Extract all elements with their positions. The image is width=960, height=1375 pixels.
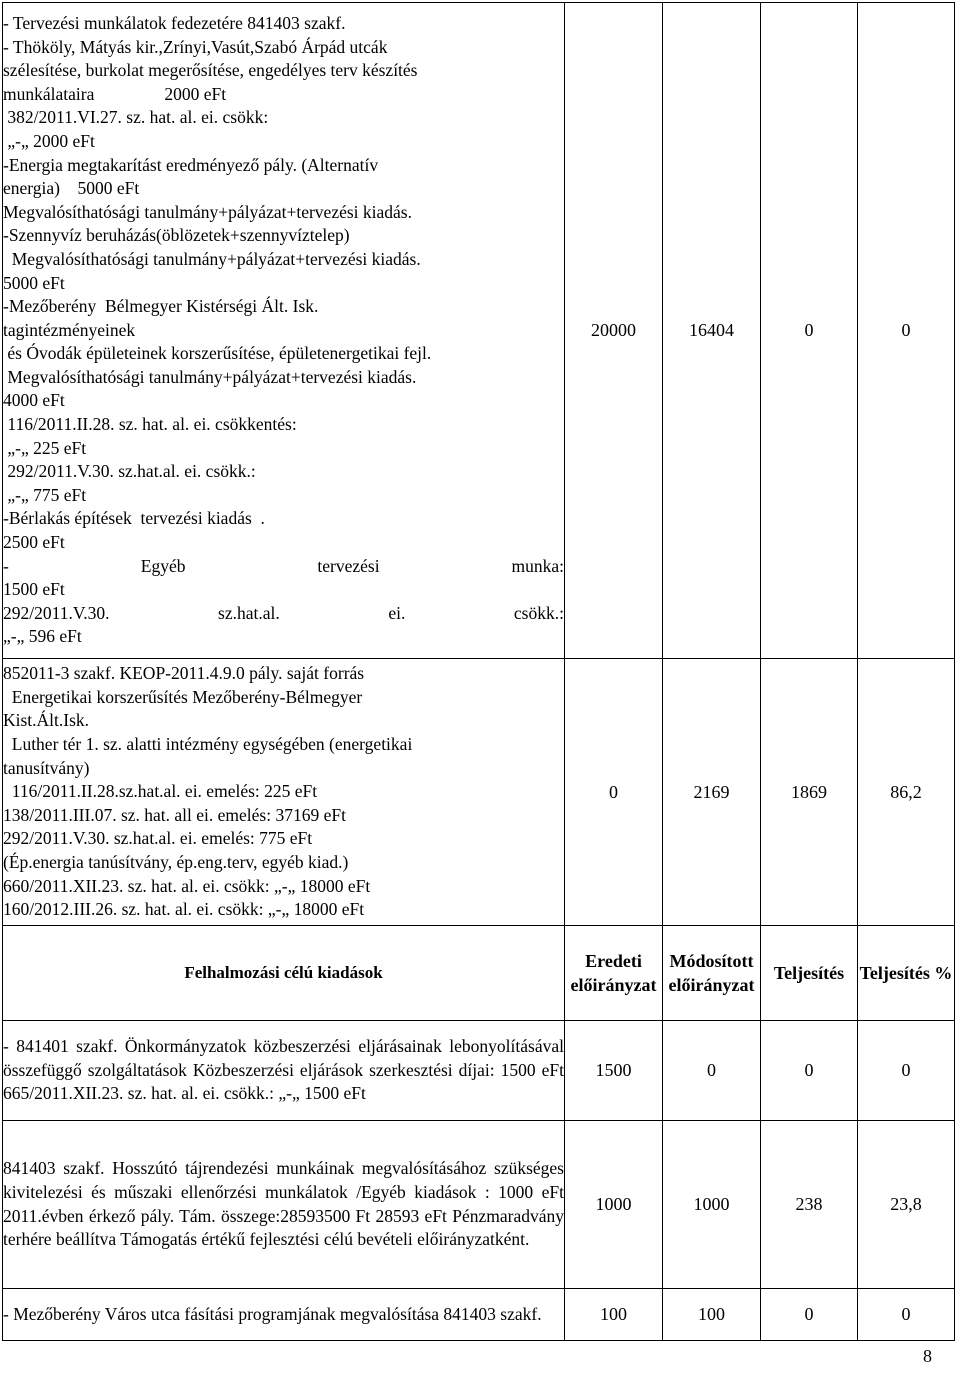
description-cell (3, 1121, 565, 1289)
text-line: „-„ 2000 eFt (3, 130, 95, 151)
fulfilled-percent-value: 0 (858, 1289, 955, 1341)
text-line: tagintézményeinek (3, 319, 136, 340)
header-row (3, 926, 955, 1021)
fulfilled-percent-value: 23,8 (858, 1121, 955, 1289)
text-line: -Mezőberény Bélmegyer Kistérségi Ált. Isk. (3, 296, 319, 317)
text-line: -Bérlakás építések tervezési kiadás . (3, 508, 265, 529)
text-line: 116/2011.II.28. sz. hat. al. ei. csökkentés: (3, 414, 297, 435)
description-cell (3, 3, 565, 659)
text-line: „-„ 775 eFt (3, 484, 87, 505)
modified-appropriation-value: 100 (663, 1289, 761, 1341)
text-line: 292/2011.V.30. sz.hat.al. ei. csökk.: (3, 461, 256, 482)
text-line: 1500 eFt (3, 579, 65, 600)
column-header-original: Eredeti előirányzat (565, 926, 663, 1021)
text-line: tanusítvány) (3, 757, 90, 778)
column-header-fulfilled: Teljesítés (761, 926, 858, 1021)
original-appropriation-value: 1000 (565, 1121, 663, 1289)
fulfilled-percent-value: 0 (858, 3, 955, 659)
text-line: (Ép.energia tanúsítvány, ép.eng.terv, egyéb kiad.) (3, 851, 349, 872)
fulfilled-percent-value: 0 (858, 1021, 955, 1121)
text-line: 138/2011.III.07. sz. hat. all ei. emelés: 37169 eFt (3, 804, 346, 825)
text-line: Energetikai korszerűsítés Mezőberény-Bélmegyer (3, 686, 363, 707)
fulfilled-percent-value: 86,2 (858, 659, 955, 926)
section-title: Felhalmozási célú kiadások (3, 926, 565, 1021)
text-line: 160/2012.III.26. sz. hat. al. ei. csökk: „-„ 18000 eFt (3, 899, 365, 920)
budget-table (2, 2, 955, 1341)
text-line: 292/2011.V.30. sz.hat.al. ei. emelés: 775 eFt (3, 828, 313, 849)
text-line: szélesítése, burkolat megerősítése, engedélyes terv készítés (3, 60, 418, 81)
table-row (3, 659, 955, 926)
text-line: munkálataira 2000 eFt (3, 83, 227, 104)
text-line: 660/2011.XII.23. sz. hat. al. ei. csökk: „-„ 18000 eFt (3, 875, 371, 896)
text-line: és Óvodák épületeinek korszerűsítése, épületenergetikai fejl. (3, 343, 432, 364)
description-cell (3, 1289, 565, 1341)
text-line: 5000 eFt (3, 272, 65, 293)
text-line: - Egyéb tervezési munka: (3, 555, 564, 576)
text-line: - Thököly, Mátyás kir.,Zrínyi,Vasút,Szabó Árpád utcák (3, 36, 388, 57)
column-header-modified: Módosított előirányzat (663, 926, 761, 1021)
text-line: Megvalósíthatósági tanulmány+pályázat+tervezési kiadás. (3, 201, 412, 222)
text-line: Megvalósíthatósági tanulmány+pályázat+tervezési kiadás. (3, 248, 421, 269)
fulfilled-value: 0 (761, 1289, 858, 1341)
modified-appropriation-value: 16404 (663, 3, 761, 659)
fulfilled-value: 0 (761, 3, 858, 659)
table-row (3, 1121, 955, 1289)
text-line: 116/2011.II.28.sz.hat.al. ei. emelés: 225 eFt (3, 781, 318, 802)
description-cell (3, 659, 565, 926)
modified-appropriation-value: 1000 (663, 1121, 761, 1289)
text-line: „-„ 596 eFt (3, 626, 82, 647)
original-appropriation-value: 1500 (565, 1021, 663, 1121)
text-line: -Energia megtakarítást eredményező pály. (Alternatív (3, 154, 379, 175)
text-line: 292/2011.V.30. sz.hat.al. ei. csökk.: (3, 602, 564, 623)
fulfilled-value: 0 (761, 1021, 858, 1121)
text-line: 2500 eFt (3, 532, 65, 553)
row-text: - 841401 szakf. Önkormányzatok közbeszerzési eljárásainak lebonyolításával összefüggő szolgáltatások Közbeszerzési eljárások szerkesztési díjai: 1500 eFt 665/2011.XII.23. sz. hat. al. ei. csökk.: „-„ 1500 eFt (3, 1036, 564, 1104)
text-line: Megvalósíthatósági tanulmány+pályázat+tervezési kiadás. (3, 366, 417, 387)
text-line: energia) 5000 eFt (3, 178, 140, 199)
page-number: 8 (923, 1346, 932, 1366)
fulfilled-value: 238 (761, 1121, 858, 1289)
table-row (3, 1021, 955, 1121)
text-line: 4000 eFt (3, 390, 65, 411)
table-row (3, 3, 955, 659)
row-text: 841403 szakf. Hosszútó tájrendezési munkáinak megvalósításához szükséges kivitelezési és műszaki ellenőrzési munkálatok /Egyéb kiadások : 1000 eFt 2011.évben érkező pály. Tám. összege:28593500 Ft 28593 eFt Pénzmaradvány terhére beállítva Támogatás értékű fejlesztési célú bevételi előirányzatként. (3, 1158, 564, 1250)
text-line: Kist.Ált.Isk. (3, 710, 90, 731)
fulfilled-value: 1869 (761, 659, 858, 926)
text-line: -Szennyvíz beruházás(öblözetek+szennyvíztelep) (3, 225, 350, 246)
row-text: - Mezőberény Város utca fásítási programjának megvalósítása 841403 szakf. (3, 1303, 542, 1324)
text-line: 852011-3 szakf. KEOP-2011.4.9.0 pály. saját forrás (3, 663, 365, 684)
modified-appropriation-value: 0 (663, 1021, 761, 1121)
original-appropriation-value: 0 (565, 659, 663, 926)
text-line: 382/2011.VI.27. sz. hat. al. ei. csökk: (3, 107, 269, 128)
modified-appropriation-value: 2169 (663, 659, 761, 926)
text-line: - Tervezési munkálatok fedezetére 841403 szakf. (3, 12, 346, 33)
text-line: „-„ 225 eFt (3, 437, 87, 458)
original-appropriation-value: 20000 (565, 3, 663, 659)
text-line: Luther tér 1. sz. alatti intézmény egységében (energetikai (3, 734, 413, 755)
column-header-percent: Teljesítés % (858, 926, 955, 1021)
original-appropriation-value: 100 (565, 1289, 663, 1341)
table-row (3, 1289, 955, 1341)
description-cell (3, 1021, 565, 1121)
